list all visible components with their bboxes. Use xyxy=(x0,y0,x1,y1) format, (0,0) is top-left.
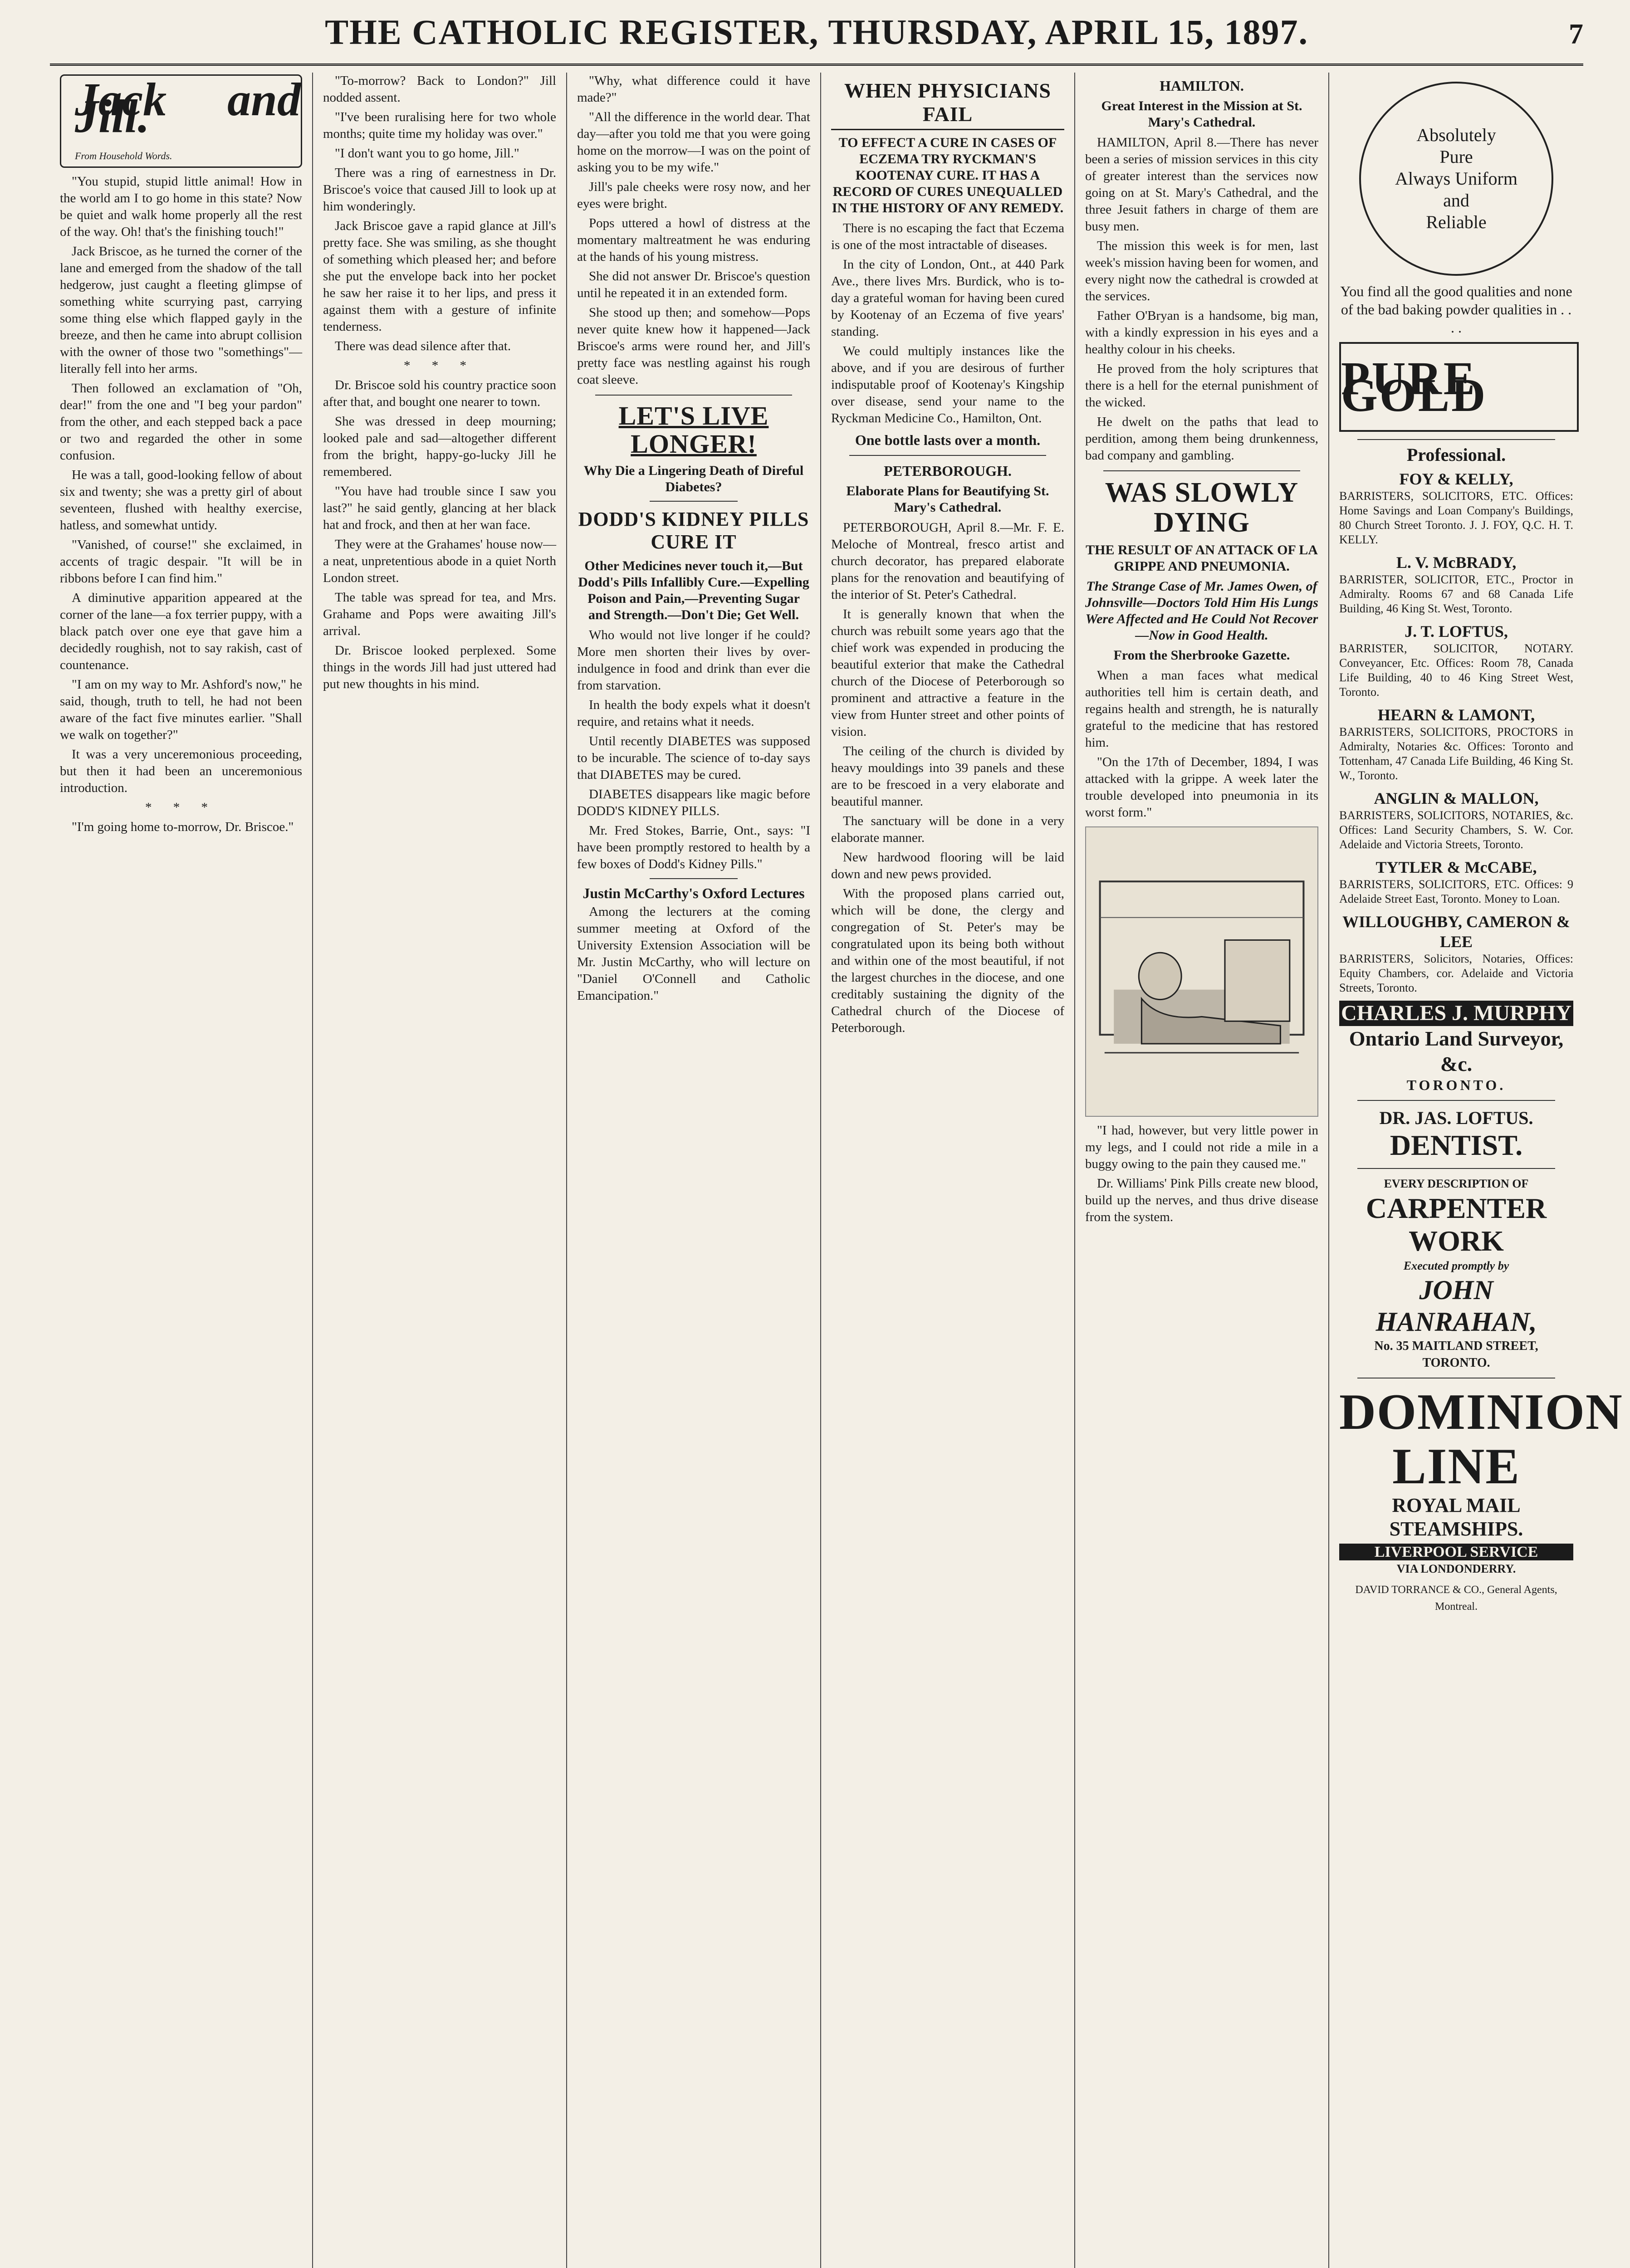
paragraph: He proved from the holy scriptures that there is a hell for the eternal punishment of the wicked. xyxy=(1085,362,1318,410)
card-body: BARRISTER, SOLICITOR, NOTARY. Conveyancer, Etc. Offices: Room 78, Canada Life Building, 40 to 46 King Street West, Toronto. xyxy=(1339,642,1573,699)
ad-subheadline: TO EFFECT A CURE IN CASES OF ECZEMA TRY RYCKMAN'S KOOTENAY CURE. IT HAS A RECORD OF CURES UNEQUALLED IN THE HISTORY OF ANY REMEDY. xyxy=(832,135,1064,215)
sick-man-engraving xyxy=(1086,827,1317,1116)
paragraph: "On the 17th of December, 1894, I was attacked with la grippe. A week later the trouble developed into pneumonia in its worst form." xyxy=(1085,755,1318,820)
paragraph: "All the difference in the world dear. That day—after you told me that you were going home on the morrow—I was on the point of asking you to be my wife." xyxy=(577,110,810,175)
ad-line: Absolutely xyxy=(1416,125,1496,145)
paragraph: The sanctuary will be done in a very elaborate manner. xyxy=(831,814,1064,845)
ad-headline: LET'S LIVE LONGER! xyxy=(618,401,769,459)
card-name: J. T. LOFTUS, xyxy=(1405,622,1508,640)
section-title: HAMILTON. xyxy=(1160,78,1244,94)
paragraph: When a man faces what medical authorities tell him is certain death, and regains health and strength, he is naturally grateful to the medicine that has restored him. xyxy=(1085,668,1318,750)
paragraph: DIABETES disappears like magic before DODD'S KIDNEY PILLS. xyxy=(577,787,810,818)
paragraph: Jack Briscoe, as he turned the corner of the lane and emerged from the shadow of the tall hedgerow, just caught a fleeting glimpse of something white scurrying past, carrying some thing else which flapped gayly in the breeze, and then he came into abrupt collision with the owner of those two "somethings"—literally fell into her arms. xyxy=(60,244,302,376)
column-3 xyxy=(567,73,821,2268)
ad-subheadline-2: Other Medicines never touch it,—But Dodd's Pills Infallibly Cure.—Expelling Poison and Pain,—Preventing Sugar and Strength.—Don't Die; Get Well. xyxy=(578,558,809,622)
dominion-footer: DAVID TORRANCE & CO., General Agents, Montreal. xyxy=(1355,1584,1557,1613)
paragraph: Until recently DIABETES was supposed to be incurable. The science of to-day says that DIABETES may be cured. xyxy=(577,734,810,782)
card-name: L. V. McBRADY, xyxy=(1396,553,1517,572)
divider xyxy=(849,455,1046,456)
paragraph: She did not answer Dr. Briscoe's question until he repeated it in an extended form. xyxy=(577,269,810,300)
ad-headline: WHEN PHYSICIANS FAIL xyxy=(831,79,1064,130)
paragraph: Dr. Williams' Pink Pills create new blood, build up the nerves, and thus drive disease from the system. xyxy=(1085,1176,1318,1224)
carpenter-title: CARPENTER WORK xyxy=(1366,1192,1547,1257)
lecture-title: Justin McCarthy's Oxford Lectures xyxy=(582,885,805,901)
paragraph: "To-morrow? Back to London?" Jill nodded assent. xyxy=(323,73,556,105)
paragraph: With the proposed plans carried out, which will be done, the clergy and congregation of St. Peter's may be congratulated upon its being both without and within one of the most beautiful, if not the largest churches in the diocese, and one creditably sustaining the dignity of the Cathedral church of the Diocese of Peterborough. xyxy=(831,886,1064,1035)
paragraph: Dr. Briscoe looked perplexed. Some things in the words Jill had just uttered had put new thoughts in his mind. xyxy=(323,643,556,691)
story-source: From Household Words. xyxy=(75,150,172,161)
paragraph: They were at the Grahames' house now—a neat, unpretentious abode in a quiet North London street. xyxy=(323,537,556,585)
page-number: 7 xyxy=(1569,18,1583,50)
card-body: BARRISTERS, Solicitors, Notaries, Offices: Equity Chambers, cor. Adelaide and Victoria Streets, Toronto. xyxy=(1339,952,1573,994)
column-2 xyxy=(313,73,567,2268)
business-card xyxy=(1339,857,1573,906)
paragraph: Then followed an exclamation of "Oh, dear!" from the one and "I beg your pardon" from the other, and each stepped back a pace or two and regarded the other in some confusion. xyxy=(60,381,302,463)
ad-line: Reliable xyxy=(1426,212,1487,232)
professional-heading: Professional. xyxy=(1406,445,1506,465)
card-body: BARRISTERS, SOLICITORS, NOTARIES, &c. Offices: Land Security Chambers, S. W. Cor. Adelaide and Victoria Streets, Toronto. xyxy=(1339,809,1573,851)
card-name: WILLOUGHBY, CAMERON & LEE xyxy=(1342,913,1570,951)
business-card xyxy=(1339,469,1573,547)
paragraph: The mission this week is for men, last week's mission having been for women, and every night now the cathedral is crowded at the services. xyxy=(1085,239,1318,303)
dominion-line-ad xyxy=(1339,1384,1623,1615)
dominion-service: LIVERPOOL SERVICE xyxy=(1339,1544,1573,1560)
paragraph: He was a tall, good-looking fellow of about six and twenty; she was a pretty girl of about seventeen, flushed with healthy exercise, hatless, and somewhat untidy. xyxy=(60,468,302,533)
card-body: BARRISTERS, SOLICITORS, ETC. Offices: 9 Adelaide Street East, Toronto. Money to Loan. xyxy=(1339,878,1573,905)
column-4 xyxy=(821,73,1075,2268)
paragraph: The table was spread for tea, and Mrs. Grahame and Pops were awaiting Jill's arrival. xyxy=(323,590,556,638)
paragraph: We could multiply instances like the above, and if you are desirous of further indisputable proof of Kootenay's Kingship over disease, send your name to the Ryckman Medicine Co., Hamilton, Ont. xyxy=(831,344,1064,425)
ad-closing: One bottle lasts over a month. xyxy=(855,432,1041,448)
paragraph: "I don't want you to go home, Jill." xyxy=(335,146,519,161)
paragraph: He dwelt on the paths that lead to perdition, among them being drunkenness, bad company and gambling. xyxy=(1085,415,1318,463)
paragraph: HAMILTON, April 8.—There has never been a series of mission services in this city of greater interest than the services now going on at St. Mary's Cathedral, and the three Jesuit fathers in charge of them are busy men. xyxy=(1085,135,1318,234)
business-card xyxy=(1339,621,1573,699)
dominion-title: DOMINION LINE xyxy=(1339,1384,1623,1495)
surveyor-title: Ontario Land Surveyor, &c. xyxy=(1349,1027,1564,1075)
jack-and-jill-heading xyxy=(60,74,302,168)
business-card xyxy=(1339,912,1573,995)
ad-line: Always Uniform xyxy=(1395,168,1517,189)
ad-text: You find all the good qualities and none of the bad baking powder qualities in . . . . xyxy=(1340,283,1572,336)
columns xyxy=(50,73,1623,2268)
section-subtitle: Great Interest in the Mission at St. Mary's Cathedral. xyxy=(1101,98,1302,130)
dentist-name: DR. JAS. LOFTUS. xyxy=(1379,1108,1533,1128)
carpenter-sub: Executed promptly by xyxy=(1403,1259,1509,1272)
paragraph: It is generally known that when the church was rebuilt some years ago that the chief work was expended in producing the beautiful exterior that make the Cathedral church of the Diocese of Peterborough so prominent and attractive a feature in the view from Hunter street and other points of vision. xyxy=(831,607,1064,739)
paragraph: "Vanished, of course!" she exclaimed, in accents of tragic despair. "It will be in ribbons before I can find him." xyxy=(60,538,302,586)
paragraph: Who would not live longer if he could? More men shorten their lives by over-indulgence in food and drink than ever die from starvation. xyxy=(577,628,810,693)
carpenter-line: EVERY DESCRIPTION OF xyxy=(1384,1177,1529,1190)
paragraph: "You have had trouble since I saw you last?" he said gently, glancing at her black hat and frock, and then at her wan face. xyxy=(323,484,556,532)
business-card xyxy=(1339,705,1573,783)
surveyor-city: TORONTO. xyxy=(1406,1077,1506,1093)
carpenter-address: No. 35 MAITLAND STREET, TORONTO. xyxy=(1374,1339,1538,1370)
ad-headline: WAS SLOWLY DYING xyxy=(1105,477,1299,538)
masthead xyxy=(50,9,1583,66)
column-1 xyxy=(50,73,313,2268)
paragraph: It was a very unceremonious proceeding, but then it had been an unceremonious introduction. xyxy=(60,747,302,795)
card-body: BARRISTERS, SOLICITORS, PROCTORS in Admiralty, Notaries &c. Offices: Toronto and Tottenham, 47 Canada Life Building, 46 King St. W., Toronto. xyxy=(1339,725,1573,782)
divider xyxy=(1357,439,1555,440)
paragraph: Dr. Briscoe sold his country practice soon after that, and bought one nearer to town. xyxy=(323,378,556,409)
paragraph: "Why, what difference could it have made?" xyxy=(577,73,810,105)
paragraph: "I am on my way to Mr. Ashford's now," he said, though, truth to tell, he had not been aware of the fact five minutes earlier. "Shall we walk on together?" xyxy=(60,677,302,742)
section-break: * * * xyxy=(404,358,475,373)
carpenter-name: JOHN HANRAHAN, xyxy=(1375,1275,1537,1337)
paragraph: "I'm going home to-morrow, Dr. Briscoe." xyxy=(72,820,294,834)
dominion-subtitle: ROYAL MAIL STEAMSHIPS. xyxy=(1389,1494,1523,1540)
surveyor-ad xyxy=(1339,1001,1573,1094)
dentist-ad xyxy=(1339,1107,1573,1162)
business-card xyxy=(1339,788,1573,852)
section-break: * * * xyxy=(145,800,217,815)
card-body: BARRISTERS, SOLICITORS, ETC. Offices: Home Savings and Loan Company's Buildings, 80 Church Street Toronto. J. J. FOY, Q.C. H. T. KELLY. xyxy=(1339,489,1573,546)
paragraph: In the city of London, Ont., at 440 Park Ave., there lives Mrs. Burdick, who is to-day a grateful woman for having been cured by Kootenay of an Eczema of five years' standing. xyxy=(831,257,1064,339)
paragraph: "I had, however, but very little power in my legs, and I could not ride a mile in a buggy owing to the pain they caused me." xyxy=(1085,1123,1318,1171)
ad-source: From the Sherbrooke Gazette. xyxy=(1113,648,1290,663)
story-title: Jack and Jill. xyxy=(75,73,301,142)
business-card xyxy=(1339,552,1573,616)
dentist-title: DENTIST. xyxy=(1390,1129,1523,1161)
ad-line: and xyxy=(1443,190,1469,210)
paragraph: "I've been ruralising here for two whole months; quite time my holiday was over." xyxy=(323,110,556,141)
ad-line: Pure xyxy=(1439,147,1473,167)
section-title: PETERBOROUGH. xyxy=(884,463,1012,479)
paragraph: There was dead silence after that. xyxy=(335,339,511,353)
divider xyxy=(1357,1100,1555,1101)
column-6 xyxy=(1329,73,1623,2268)
paragraph: PETERBOROUGH, April 8.—Mr. F. E. Meloche of Montreal, fresco artist and church decorator, has prepared elaborate plans for the renovation and beautifying of the interior of St. Peter's Cathedral. xyxy=(831,520,1064,602)
card-name: TYTLER & McCABE, xyxy=(1375,858,1537,876)
card-body: BARRISTER, SOLICITOR, ETC., Proctor in Admiralty. Rooms 67 and 68 Canada Life Building, 46 King St. West, Toronto. xyxy=(1339,573,1573,615)
paragraph: Jack Briscoe gave a rapid glance at Jill's pretty face. She was smiling, as she thought of something which pleased her; and before she put the envelope back into her pocket he saw her raise it to her lips, and press it against them with a gesture of infinite tenderness. xyxy=(323,219,556,334)
divider xyxy=(1103,470,1300,471)
card-name: ANGLIN & MALLON, xyxy=(1374,789,1539,807)
card-name: FOY & KELLY, xyxy=(1399,470,1513,488)
paragraph: She was dressed in deep mourning; looked pale and sad—altogether different from the bright, happy-go-lucky Jill he remembered. xyxy=(323,414,556,479)
paragraph: Jill's pale cheeks were rosy now, and her eyes were bright. xyxy=(577,180,810,211)
paragraph: Mr. Fred Stokes, Barrie, Ont., says: "I have been promptly restored to health by a few boxes of Dodd's Kidney Pills." xyxy=(577,823,810,871)
divider xyxy=(650,501,738,502)
paragraph: In health the body expels what it doesn't require, and retains what it needs. xyxy=(577,698,810,729)
paragraph: The ceiling of the church is divided by heavy mouldings into 39 panels and these are to be frescoed in a very elaborate and beautiful manner. xyxy=(831,744,1064,809)
masthead-title: THE CATHOLIC REGISTER, THURSDAY, APRIL 15, 1897. xyxy=(325,12,1308,52)
paragraph: "You stupid, stupid little animal! How in the world am I to go home in this state? Now be quiet and walk home properly all the rest of the way. Oh! that's the finishing touch!" xyxy=(60,174,302,239)
paragraph: A diminutive apparition appeared at the corner of the lane—a fox terrier puppy, with a black patch over one eye that gave him a decidedly roughish, not to say rakish, cast of countenance. xyxy=(60,591,302,672)
paragraph: Father O'Bryan is a handsome, big man, with a kindly expression in his eyes and a healthy colour in his cheeks. xyxy=(1085,308,1318,357)
card-name: HEARN & LAMONT, xyxy=(1377,706,1535,724)
divider xyxy=(1357,1168,1555,1169)
surveyor-name: CHARLES J. MURPHY xyxy=(1339,1001,1573,1026)
paragraph: Pops uttered a howl of distress at the momentary maltreatment he was enduring at the hands of his young mistress. xyxy=(577,216,810,264)
pure-gold-logo: PURE GOLD xyxy=(1339,342,1579,432)
ad-headline-2: DODD'S KIDNEY PILLS CURE IT xyxy=(578,508,809,553)
column-5 xyxy=(1075,73,1329,2268)
ad-subheadline: THE RESULT OF AN ATTACK OF LA GRIPPE AND PNEUMONIA. xyxy=(1086,543,1318,574)
section-subtitle: Elaborate Plans for Beautifying St. Mary's Cathedral. xyxy=(846,484,1049,515)
ad-subheadline: Why Die a Lingering Death of Direful Diabetes? xyxy=(583,463,804,494)
paragraph: There was a ring of earnestness in Dr. Briscoe's voice that caused Jill to look up at him wonderingly. xyxy=(323,166,556,214)
paragraph: There is no escaping the fact that Eczema is one of the most intractable of diseases. xyxy=(831,221,1064,252)
carpenter-ad xyxy=(1339,1175,1573,1371)
divider xyxy=(650,878,738,879)
baking-powder-ad-circle xyxy=(1359,82,1553,276)
sick-man-illustration xyxy=(1085,826,1318,1117)
ad-subheadline-2: The Strange Case of Mr. James Owen, of Johnsville—Doctors Told Him His Lungs Were Affected and He Could Not Recover—Now in Good Health. xyxy=(1085,579,1318,643)
paragraph: New hardwood flooring will be laid down and new pews provided. xyxy=(831,850,1064,881)
divider xyxy=(595,395,792,396)
paragraph: She stood up then; and somehow—Pops never quite knew how it happened—Jack Briscoe's arms were round her, and Jill's pretty face was nestling against his rough coat sleeve. xyxy=(577,305,810,387)
dominion-via: VIA LONDONDERRY. xyxy=(1396,1562,1516,1575)
paragraph: Among the lecturers at the coming summer meeting at Oxford of the University Extension Association will be Mr. Justin McCarthy, who will lecture on "Daniel O'Connell and Catholic Emancipation." xyxy=(577,904,810,1003)
